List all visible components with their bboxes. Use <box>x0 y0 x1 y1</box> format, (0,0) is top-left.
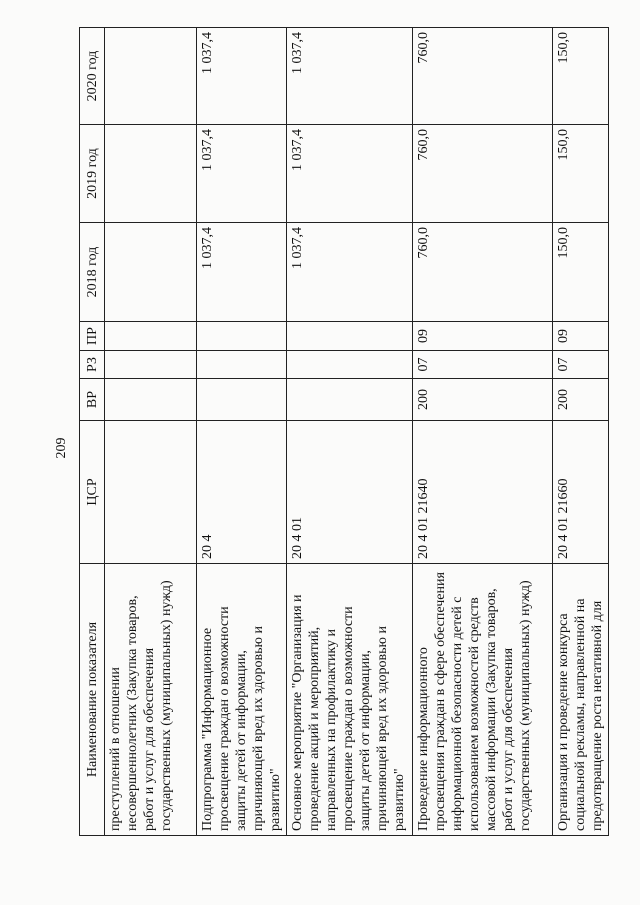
row-2020: 760,0 <box>413 28 553 125</box>
row-2020: 1 037,4 <box>287 28 413 125</box>
row-name: преступлений в отношении несовершеннолетних (Закупка товаров, работ и услуг для обеспечения государственных (муниципальных) нужд) <box>105 564 197 836</box>
table-row <box>197 28 287 836</box>
row-2020 <box>105 28 197 125</box>
row-2020: 150,0 <box>553 28 609 125</box>
header-csr: ЦСР <box>80 421 105 564</box>
header-2019: 2019 год <box>80 125 105 223</box>
row-pr: 09 <box>413 322 553 351</box>
row-2018: 1 037,4 <box>287 223 413 322</box>
row-vr <box>287 379 413 421</box>
budget-table <box>79 27 609 836</box>
table-row <box>105 28 197 836</box>
table-header-row <box>80 28 105 836</box>
row-vr: 200 <box>413 379 553 421</box>
header-pr: ПР <box>80 322 105 351</box>
row-2019: 1 037,4 <box>287 125 413 223</box>
table-row <box>413 28 553 836</box>
row-pr <box>197 322 287 351</box>
row-2018: 1 037,4 <box>197 223 287 322</box>
row-vr: 200 <box>553 379 609 421</box>
row-rz: 07 <box>413 351 553 379</box>
table-row <box>553 28 609 836</box>
row-pr: 09 <box>553 322 609 351</box>
row-2018: 760,0 <box>413 223 553 322</box>
row-2019: 1 037,4 <box>197 125 287 223</box>
row-2019: 150,0 <box>553 125 609 223</box>
row-name: Проведение информационного просвещения граждан в сфере обеспечения информационной безопасности детей с использованием возможностей средств массовой информации (Закупка товаров, работ и услуг для обеспечения государственных (муниципальных) нужд) <box>413 564 553 836</box>
header-2020: 2020 год <box>80 28 105 125</box>
header-vr: ВР <box>80 379 105 421</box>
header-rz: РЗ <box>80 351 105 379</box>
row-rz: 07 <box>553 351 609 379</box>
row-name: Подпрограмма "Информационное просвещение граждан о возможности защиты детей от информации, причиняющей вред их здоровью и развитию" <box>197 564 287 836</box>
page-number: 209 <box>54 437 69 459</box>
row-2019: 760,0 <box>413 125 553 223</box>
header-name: Наименование показателя <box>80 564 105 836</box>
row-2018 <box>105 223 197 322</box>
row-2019 <box>105 125 197 223</box>
row-rz <box>105 351 197 379</box>
header-2018: 2018 год <box>80 223 105 322</box>
row-csr: 20 4 <box>197 421 287 564</box>
row-rz <box>287 351 413 379</box>
row-pr <box>287 322 413 351</box>
row-csr: 20 4 01 <box>287 421 413 564</box>
row-vr <box>105 379 197 421</box>
row-name: Организация и проведение конкурса социальной рекламы, направленной на предотвращение роста негативной для <box>553 564 609 836</box>
row-pr <box>105 322 197 351</box>
row-2020: 1 037,4 <box>197 28 287 125</box>
row-vr <box>197 379 287 421</box>
row-csr: 20 4 01 21660 <box>553 421 609 564</box>
budget-table-container <box>79 28 605 836</box>
row-rz <box>197 351 287 379</box>
row-csr <box>105 421 197 564</box>
row-name: Основное мероприятие "Организация и проведение акций и мероприятий, направленных на профилактику и просвещение граждан о возможности защиты детей от информации, причиняющей вред их здоровью и развитию" <box>287 564 413 836</box>
table-row <box>287 28 413 836</box>
row-csr: 20 4 01 21640 <box>413 421 553 564</box>
row-2018: 150,0 <box>553 223 609 322</box>
